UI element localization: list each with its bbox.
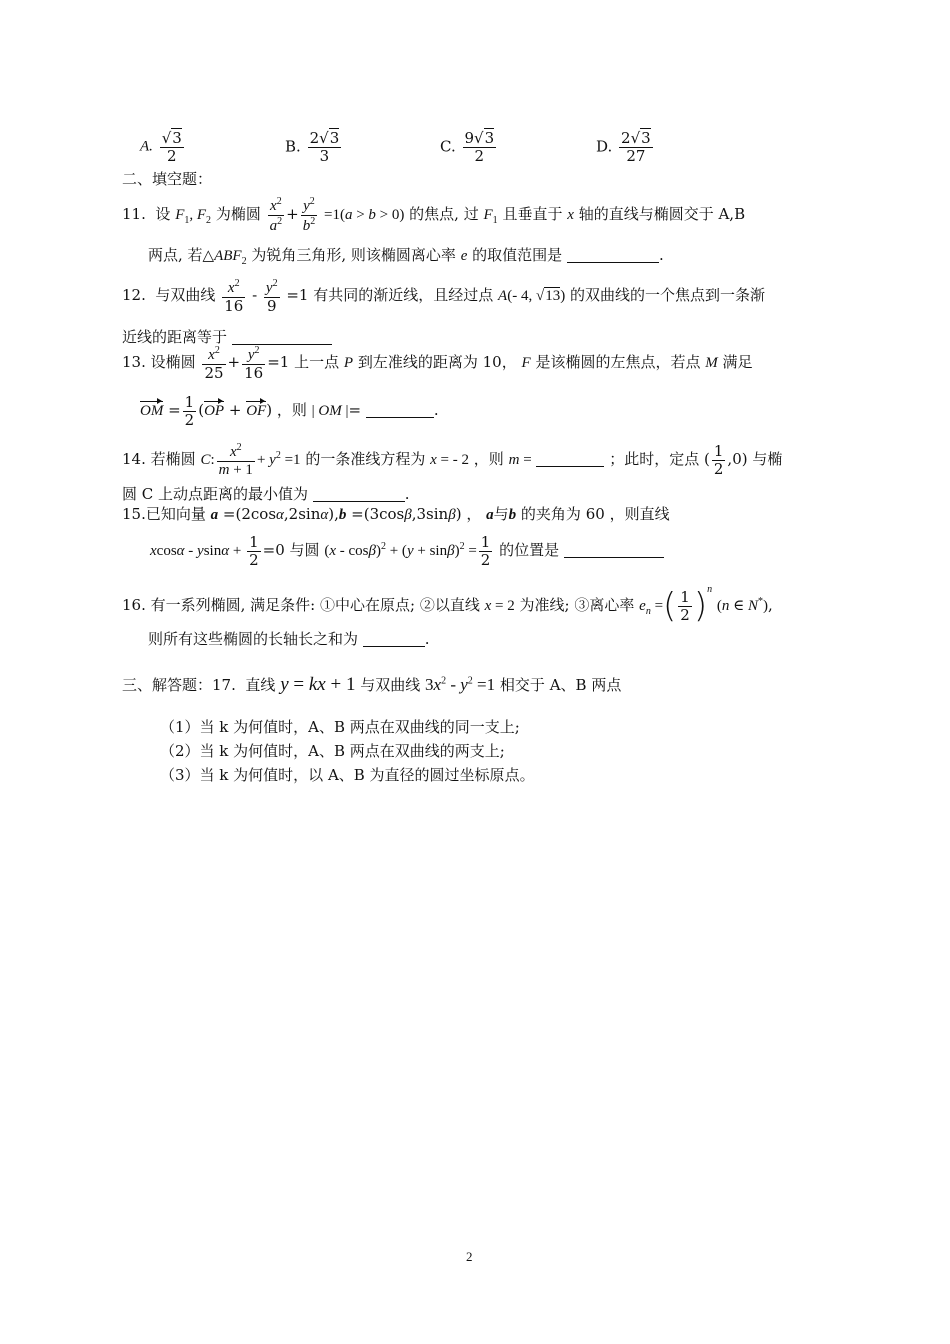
choice-b-label: B.: [285, 137, 301, 156]
choice-b: [285, 130, 343, 164]
choice-a-value: $\frac{√3}{2}$: [161, 129, 182, 165]
question-17-part-2: （2）当 k 为何值时，A、B 两点在双曲线的两支上;: [160, 742, 505, 760]
section-heading-answer: 三、解答题：17.: [122, 676, 236, 694]
choice-a-label: A.: [140, 138, 153, 155]
choice-c-value: $\frac{9√3}{2}$: [464, 129, 495, 165]
choice-b-value: $\frac{2√3}{3}$: [309, 129, 340, 165]
answer-blank[interactable]: [567, 248, 659, 263]
choice-d-value: $\frac{2√3}{27}$: [621, 129, 651, 165]
formula-ellipse-x: $\frac{x^2}{a^2}$: [269, 196, 283, 234]
choice-d: [596, 130, 655, 164]
question-number: 11.: [122, 205, 146, 223]
choice-a: [140, 130, 186, 164]
question-16-line-1: 16. 有一系列椭圆, 满足条件: ①中心在原点; ②以直线 x = 2 为准线; ③离心率 $e_n$ =( $\frac{1}{2}$ )$^n$ (n ∈ N*),: [122, 584, 773, 626]
formula-foci: $F_1$, $F_2$: [175, 207, 212, 226]
question-16-line-2: 则所有这些椭圆的长轴长之和为 .: [148, 630, 430, 648]
answer-blank[interactable]: [232, 330, 332, 345]
answer-blank[interactable]: [366, 403, 434, 418]
formula-point-a: A(- 4, √13): [498, 288, 566, 304]
question-15-line-2: xcosα - ysinα + $\frac{1}{2}$ =0 与圆 $(x - \cos\beta)^2 + (y + \sin\beta)^2$ = $\frac{1}{2}$ 的位置是: [150, 534, 664, 568]
question-17-part-3: （3）当 k 为何值时，以 A、B 为直径的圆过坐标原点。: [160, 766, 535, 784]
question-17-stem: 三、解答题：17. 直线 y = kx + 1 与双曲线 $3x^2 - y^2 =1$ 相交于 A、B 两点: [122, 674, 622, 695]
formula-line: xcosα - ysinα +: [150, 543, 246, 559]
answer-blank[interactable]: [564, 543, 664, 558]
question-11-line-1: 11. 设 $F_1$, $F_2$ 为椭圆 $\frac{x^2}{a^2}$ + $\frac{y^2}{b^2}$ =1(a > b > 0) 的焦点, 过 $F_1$ 且垂直于 x 轴的直线与椭圆交于 A,B: [122, 196, 746, 234]
formula-hyperbola-3x: $3x^2 - y^2 =1$: [425, 675, 496, 694]
question-number: 14.: [122, 450, 146, 468]
formula-circle: $(x - \cos\beta)^2 + (y + \sin\beta)^2$ =: [324, 541, 477, 559]
question-number: 13.: [122, 353, 146, 371]
question-number: 15.: [122, 505, 146, 523]
formula-hyperbola: $\frac{x^2}{16}$: [224, 278, 244, 315]
formula-vector-om: OM: [140, 403, 164, 419]
choice-c-label: C.: [440, 137, 456, 156]
answer-blank[interactable]: [363, 632, 425, 647]
question-14-line-2: 圆 C 上动点距离的最小值为 .: [122, 485, 410, 503]
formula-eccentricity: $e_n$ =: [639, 598, 664, 617]
choice-d-label: D.: [596, 137, 613, 156]
question-12-line-2: 近线的距离等于: [122, 330, 332, 345]
choice-c: [440, 130, 498, 164]
question-number: 16.: [122, 596, 146, 614]
page-number: 2: [466, 1249, 473, 1264]
answer-blank[interactable]: [536, 452, 604, 467]
formula-angle: 60: [585, 505, 605, 523]
question-11-line-2: 两点, 若$\triangle ABF_2$ 为锐角三角形, 则该椭圆离心率 e 的取值范围是 .: [148, 246, 664, 267]
question-13-line-1: 13. 设椭圆 $\frac{x^2}{25}$ + $\frac{y^2}{16}$ =1 上一点 P 到左准线的距离为 10， F 是该椭圆的左焦点，若点 M 满足: [122, 345, 753, 382]
question-number: 12.: [122, 286, 146, 304]
formula-ellipse-y: $\frac{y^2}{b^2}$: [302, 196, 316, 234]
question-14-line-1: 14. 若椭圆 C: $\frac{x^2}{m + 1}$ + $y^2 =1$ 的一条准线方程为 x = - 2 ，则 m = ；此时，定点 ( $\frac{1}{2}$ ,0) 与椭: [122, 442, 783, 478]
formula-ellipse-condition: =1(a > b > 0): [323, 207, 405, 223]
question-12-line-1: 12. 与双曲线 $\frac{x^2}{16}$ - $\frac{y^2}{9}$ =1 有共同的渐近线，且经过点 A(- 4, √13) 的双曲线的一个焦点到一条渐: [122, 278, 765, 315]
formula-line-kx: y = kx + 1: [280, 674, 356, 695]
question-13-line-2: OM = $\frac{1}{2}$ (OP + OF) ，则 | OM |= .: [140, 393, 439, 429]
question-15-line-1: 15.已知向量 a =(2cosα,2sinα),b =(3cosβ,3sinβ) ， a与b 的夹角为 60 ，则直线: [122, 505, 670, 523]
formula-ellipse-c: $\frac{x^2}{m + 1}$: [218, 442, 253, 478]
question-17-part-1: （1）当 k 为何值时，A、B 两点在双曲线的同一支上;: [160, 718, 520, 736]
section-heading-fill-in: 二、填空题：: [122, 170, 213, 188]
answer-blank[interactable]: [313, 487, 405, 502]
formula-vectors: a =(2cosα,2sinα),b =(3cosβ,3sinβ): [210, 505, 462, 523]
formula-fixed-point: ( $\frac{1}{2}$ ,0): [704, 442, 748, 478]
formula-ellipse: $\frac{x^2}{25}$: [204, 345, 224, 382]
